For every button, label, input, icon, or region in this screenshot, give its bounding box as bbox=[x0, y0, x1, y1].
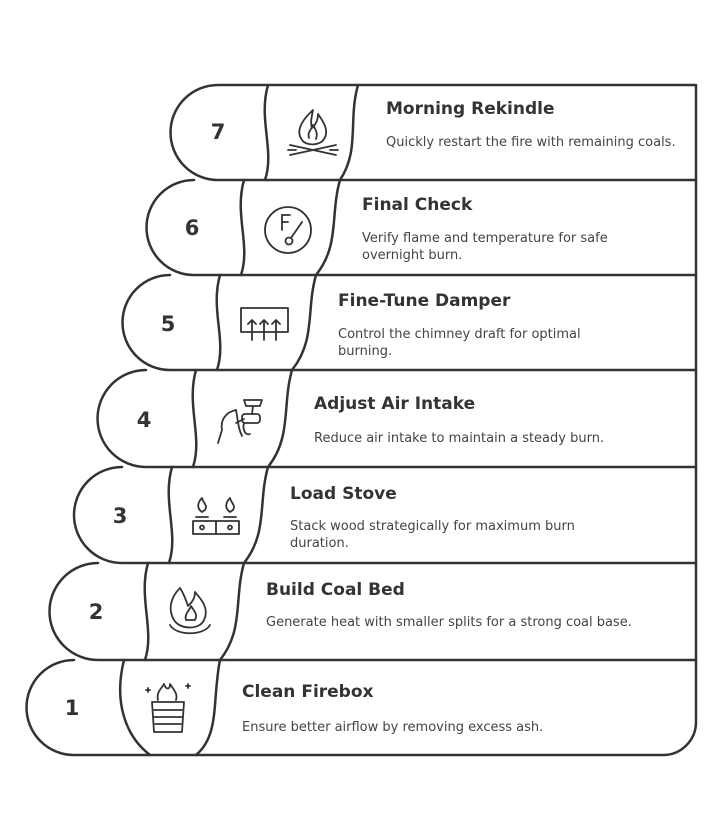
step-4-shape bbox=[98, 370, 696, 467]
step-1-number: 1 bbox=[64, 696, 80, 720]
step-1-title: Clean Firebox bbox=[242, 682, 374, 702]
step-3-title: Load Stove bbox=[290, 484, 397, 504]
temperature-gauge-icon bbox=[265, 207, 311, 253]
step-3-number: 3 bbox=[112, 504, 128, 528]
step-2-title: Build Coal Bed bbox=[266, 580, 405, 600]
hand-air-valve-icon bbox=[218, 400, 262, 443]
step-4-number: 4 bbox=[136, 408, 152, 432]
step-7-title: Morning Rekindle bbox=[386, 99, 555, 119]
step-7-description: Quickly restart the fire with remaining coals. bbox=[386, 135, 676, 150]
step-2-number: 2 bbox=[88, 600, 104, 624]
step-5-description: Control the chimney draft for optimal burning. bbox=[338, 327, 581, 359]
step-3-description: Stack wood strategically for maximum burn duration. bbox=[290, 519, 575, 551]
step-6-description: Verify flame and temperature for safe overnight burn. bbox=[362, 231, 608, 263]
step-1-shape bbox=[27, 660, 697, 755]
ash-bucket-icon bbox=[146, 684, 190, 732]
step-2-description: Generate heat with smaller splits for a strong coal base. bbox=[266, 615, 632, 630]
step-5-title: Fine-Tune Damper bbox=[338, 291, 511, 311]
campfire-icon bbox=[288, 110, 338, 155]
stove-burner-icon bbox=[193, 498, 239, 534]
coal-flame-icon bbox=[170, 588, 210, 633]
step-4-description: Reduce air intake to maintain a steady burn. bbox=[314, 431, 605, 446]
step-5-number: 5 bbox=[160, 312, 176, 336]
step-7-number: 7 bbox=[210, 120, 226, 144]
step-2-shape bbox=[49, 563, 696, 660]
step-1-description: Ensure better airflow by removing excess ash. bbox=[242, 720, 544, 735]
step-4-title: Adjust Air Intake bbox=[314, 394, 476, 414]
step-6-title: Final Check bbox=[362, 195, 473, 215]
damper-vent-icon bbox=[241, 308, 288, 340]
step-6-number: 6 bbox=[184, 216, 200, 240]
